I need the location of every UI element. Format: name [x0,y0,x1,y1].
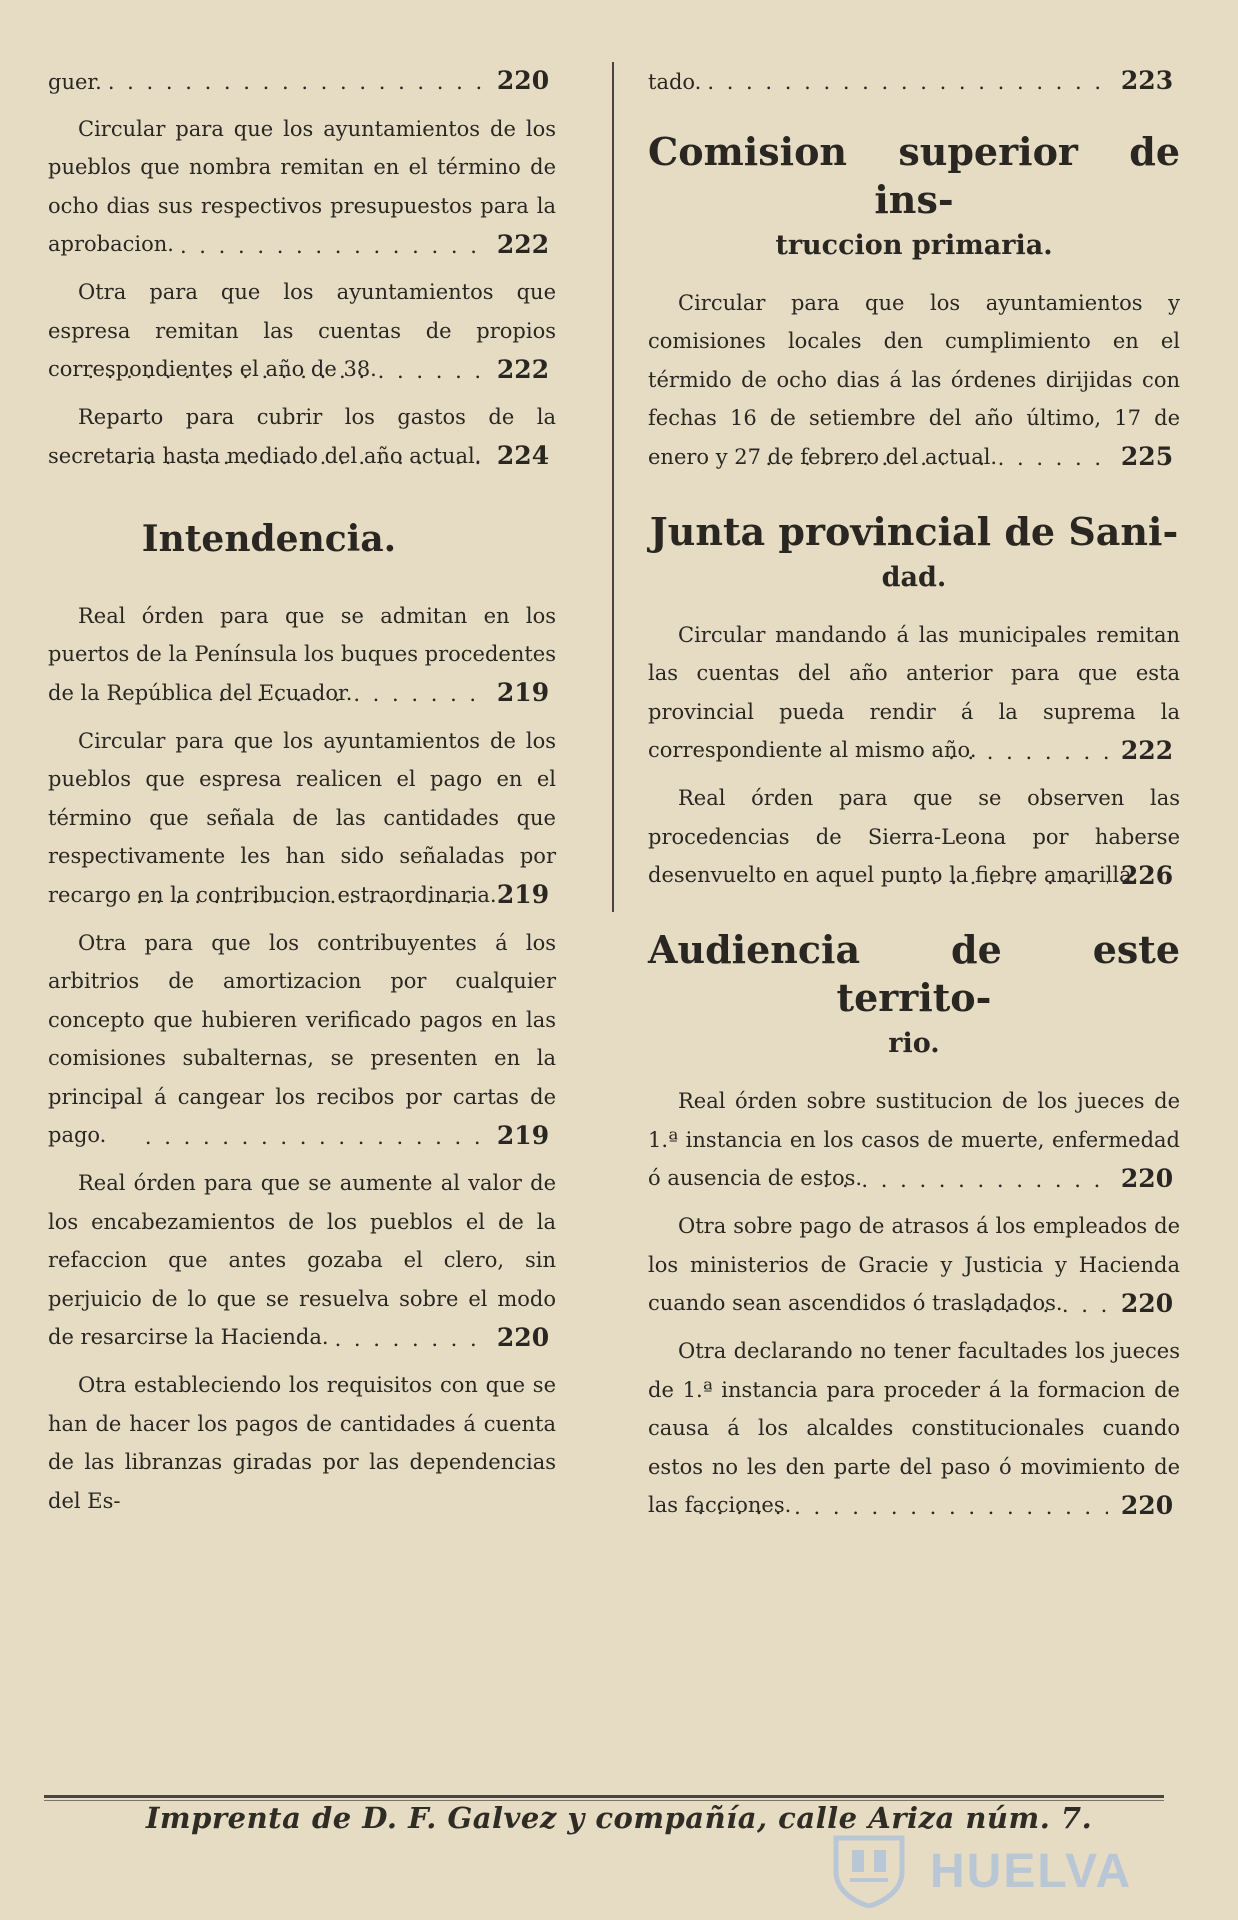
index-entry [648,62,1180,102]
entry-text: Otra estableciendo los requisitos con que se han de hacer los pagos de cantidades á cuenta de las libranzas giradas por las dependencias del Es- [48,1373,556,1513]
left-column [48,62,556,1528]
page-number: 223 [1120,66,1174,95]
entry-text: Otra declarando no tener facultades los jueces de 1.ª instancia para proceder á la formacion de causa á los alcaldes constitucionales cuando estos no les den parte del paso ó movimiento de las facciones. [648,1339,1180,1517]
column-divider [612,62,614,912]
section-heading [648,508,1180,598]
leader-dots [180,227,484,266]
leader-dots [984,1286,1108,1325]
leader-dots [145,1118,484,1157]
page-number: 220 [1120,1163,1174,1193]
entry-text: Circular para que los ayuntamientos de los pueblos que espresa realicen el pago en el término que señala de las cantidades que respectivamente les han sido señaladas por recargo en la contribucion estraordinaria. [48,728,556,907]
entry-text: Circular para que los ayuntamientos de los pueblos que nombra remitan en el término de ocho dias sus respectivos presupuestos para la aprobacion. [48,116,556,256]
page-number: 220 [1120,1490,1174,1520]
entry-text: Circular para que los ayuntamientos y comisiones locales den cumplimiento en el térmido de ocho dias á las órdenes dirijidas con fechas 16 de setiembre del año último, 17 de enero y 27 de febrero del actual. [648,290,1180,469]
page-number: 222 [496,229,550,259]
leader-dots [948,733,1108,772]
page-number: 222 [496,354,550,384]
entry-text: Real órden para que se admitan en los puertos de la Península los buques procedentes de la República del Ecuador. [48,603,556,705]
section-heading-sub: truccion primaria. [775,229,1053,261]
right-column [648,62,1180,1534]
leader-dots [218,675,484,714]
entry-text: Real órden para que se observen las procedencias de Sierra-Leona por haberse desenvuelto en aquel punto la fiebre amarilla. [648,786,1180,887]
section-heading-main: Junta provincial de Sani- [649,508,1179,554]
page-number: 220 [496,1322,550,1352]
entry-text: tado. [648,70,702,94]
index-entry [648,1207,1180,1324]
page-number: 219 [496,880,550,909]
section-heading [648,926,1180,1064]
watermark-text: HUELVA [930,1845,1133,1898]
index-entry [48,722,556,916]
section-heading [648,128,1180,266]
leader-dots [823,1161,1108,1200]
index-entry [648,284,1180,478]
index-entry [648,779,1180,896]
index-entry [48,273,556,390]
entry-text: Reparto para cubrir los gastos de la secretaria hasta mediado del año actual. [48,405,556,468]
leader-dots [87,352,484,391]
page-number: 220 [1120,1288,1174,1318]
leader-dots [912,858,1108,897]
page-number: 225 [1120,442,1174,471]
index-entry [48,1164,556,1358]
leader-dots [697,1488,1108,1527]
printer-imprint: Imprenta de D. F. Galvez y compañía, calle Ariza núm. 7. [145,1801,1093,1835]
page-number: 220 [496,66,550,95]
index-entry [648,1082,1180,1199]
index-entry [48,398,556,477]
leader-dots [335,1320,484,1359]
index-entry [648,1332,1180,1526]
leader-dots [126,438,484,477]
index-entry [48,924,556,1157]
section-heading-main: Audiencia de este territo- [648,927,1180,1020]
page-number: 222 [1120,735,1174,765]
leader-dots [765,439,1108,478]
library-watermark [818,1826,1138,1910]
entry-text: Otra sobre pago de atrasos á los empleados de los ministerios de Gracie y Justicia y Hacienda cuando sean ascendidos ó trasladados. [648,1214,1180,1315]
section-heading: Intendencia. [141,517,397,560]
section-heading-sub: rio. [888,1028,940,1059]
coat-of-arms-icon [826,1828,912,1908]
entry-text: Real órden sobre sustitucion de los jueces de 1.ª instancia en los casos de muerte, enfermedad ó ausencia de estos. [648,1089,1180,1190]
index-entry [48,110,556,266]
footer-rule [44,1795,1164,1798]
page-number: 224 [496,441,550,470]
entry-text: Otra para que los ayuntamientos que espresa remitan las cuentas de propios correspondientes el año de 38. [48,280,556,381]
section-heading-main: Comision superior de ins- [648,128,1180,222]
index-entry [648,616,1180,772]
index-entry [48,62,556,102]
page-number: 219 [496,678,550,707]
leader-dots [108,63,484,102]
entry-text: Otra para que los contribuyentes á los arbitrios de amortizacion por cualquier concepto que hubieren verificado pagos en las comisiones subalternas, se presenten en la principal á cangear los recibos por cartas de pago. [48,930,556,1147]
page-number: 226 [1120,860,1174,890]
page-number: 219 [496,1120,550,1150]
index-entry [48,1366,556,1520]
entry-text: guer. [48,70,102,94]
entry-text: Circular mandando á las municipales remitan las cuentas del año anterior para que esta provincial pueda rendir á la suprema la correspondiente al mismo año. [648,622,1180,762]
entry-text: Real órden para que se aumente al valor de los encabezamientos de los pueblos el de la refaccion que antes gozaba el clero, sin perjuicio de lo que se resuelva sobre el modo de resarcirse la Hacienda. [48,1171,556,1349]
section-heading-sub: dad. [881,561,947,593]
leader-dots [136,877,484,916]
leader-dots [707,63,1108,102]
index-entry [48,597,556,714]
